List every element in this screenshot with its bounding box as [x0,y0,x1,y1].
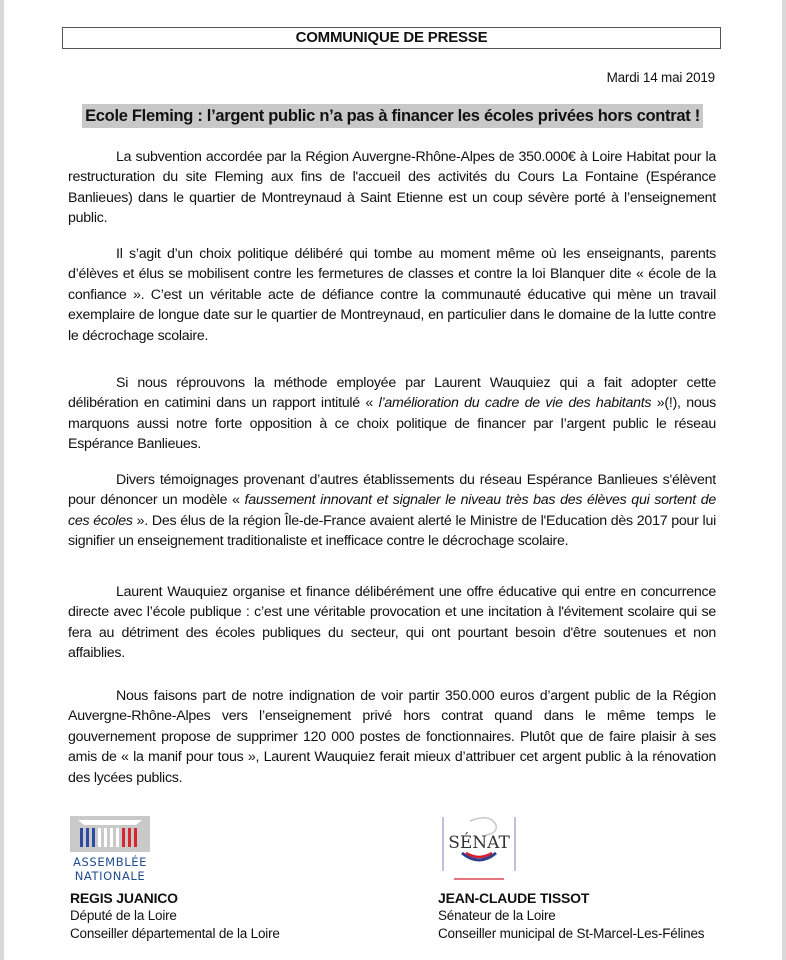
paragraph-5 [68,582,716,664]
senat-logo [440,815,518,883]
an-logo-line2: NATIONALE [74,869,146,883]
assemblee-nationale-logo [70,816,150,886]
paragraph-3-quote: l’amélioration du cadre de vie des habitants [378,395,652,412]
paragraph-1 [68,147,716,229]
paragraph-1-text: La subvention accordée par la Région Auvergne-Rhône-Alpes de 350.000€ à Loire Habitat pour la restructuration du site Fleming aux fins de l'accueil des activités du Cours La Fontaine (Espérance Banlieues) dans le quartier de Montreynaud à Saint Etienne est un coup sévère porté à l’enseignement public. [68,149,716,227]
press-release-header [62,27,721,49]
signatory-left-role2: Conseiller départemental de la Loire [70,926,280,941]
paragraph-6 [68,686,716,788]
paragraph-2-text: Il s’agit d’un choix politique délibéré qui tombe au moment même où les enseignants, parents d’élèves et élus se mobilisent contre les fermetures de classes et contre la loi Blanquer dite « école de la confiance ». C’est un véritable acte de défiance contre la communauté éducative qui mène un travail exemplaire de longue date sur le quartier de Montreynaud, en particulier dans le domaine de la lutte contre le décrochage scolaire. [68,246,716,344]
paragraph-3-text-end: »(!), nous marquons aussi notre forte opposition à ce choix politique de financer par l’argent public le réseau Espérance Banlieues. [68,395,716,453]
paragraph-6-text: Nous faisons part de notre indignation de voir partir 350.000 euros d’argent public de la Région Auvergne-Rhône-Alpes vers l’enseignement privé hors contrat quand dans le même temps le gouvernement propose de supprimer 120 000 postes de fonctionnaires. Plutôt que de faire plaisir à ses amis de « la manif pour tous », Laurent Wauquiez ferait mieux d’attribuer cet argent public à la rénovation des lycées publics. [68,688,716,786]
signatory-left-role1: Député de la Loire [70,908,177,923]
page-edge-right [782,0,786,960]
paragraph-4-quote: faussement innovant et signaler le niveau très bas des élèves qui sortent de ces écoles [68,492,716,529]
paragraph-2 [68,244,716,346]
paragraph-3 [68,373,716,455]
signatory-right-name: JEAN-CLAUDE TISSOT [438,890,590,906]
release-date: Mardi 14 mai 2019 [606,70,715,85]
senat-logo-red-arc [466,853,492,857]
paragraph-4-text-end: ». Des élus de la région Île-de-France avaient alerté le Ministre de l'Education dès 2017 pour lui signifier un enseignement traditionaliste et inefficace contre le décrochage scolaire. [68,512,717,550]
paragraph-3-text-start: Si nous réprouvons la méthode employée par Laurent Wauquiez qui a fait adopter cette délibération en catimini dans un rapport intitulé « [68,375,716,412]
signatory-left-name: REGIS JUANICO [70,890,178,906]
paragraph-4 [68,470,716,552]
signatory-left [70,889,280,943]
paragraph-4-text-start: Divers témoignages provenant d’autres établissements du réseau Espérance Banlieues s'élèvent pour dénoncer un modèle « [68,472,716,509]
page-edge-left [0,0,4,960]
document-title: Ecole Fleming : l’argent public n’a pas à financer les écoles privées hors contrat ! [82,104,703,128]
an-logo-line1: ASSEMBLÉE [73,855,147,869]
press-release-label: COMMUNIQUE DE PRESSE [295,29,488,46]
signatory-right [438,889,704,943]
an-logo-pediment [78,820,142,825]
signatory-right-role2: Conseiller municipal de St-Marcel-Les-Félines [438,926,705,941]
senat-logo-text: SÉNAT [448,833,510,853]
paragraph-5-text: Laurent Wauquiez organise et finance délibérément une offre éducative qui entre en concurrence directe avec l’école publique : c’est une véritable provocation et une incitation à l'évitement scolaire qui se fera au détriment des écoles publiques du secteur, qui ont pourtant besoin d'être soutenues et non affaiblies. [68,584,716,662]
signatory-right-role1: Sénateur de la Loire [438,908,556,923]
